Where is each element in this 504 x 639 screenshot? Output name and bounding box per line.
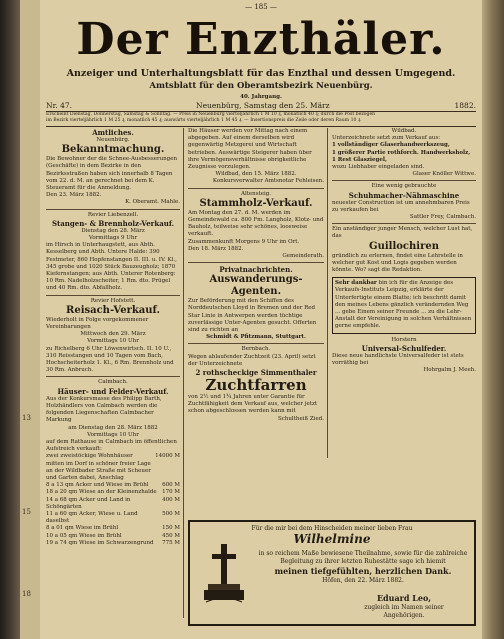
divider (332, 180, 476, 181)
notice-text: Unterzeichnete setzt zum Verkauf aus: (332, 135, 441, 142)
notice-time: Vormittags 10 Uhr (87, 431, 139, 438)
notice-date: Den 18. März 1882. (188, 245, 244, 252)
notice-text: wozu Liebhaber eingeladen sind. (332, 164, 425, 171)
notice-text: Eine wenig gebrauchte (371, 183, 437, 190)
notice-heading: Schuhmacher-Nähmaschine (348, 190, 460, 200)
notice-signature: Sattler Frey, Calmbach. (409, 214, 476, 221)
notice-heading: Stangen- & Brennholz-Verkauf. (51, 218, 175, 228)
column-3 (332, 128, 476, 508)
place-name: Calmbach. (98, 379, 128, 386)
left-strip-number: 18 (22, 590, 31, 598)
masthead-subtitle: Anzeiger und Unterhaltungsblatt für das Enzthal und dessen Umgegend. (66, 68, 456, 79)
notice-time: Vormittags 10 Uhr (87, 338, 139, 345)
notice-intro: Für die mir bei dem Hinscheiden meiner lieben Frau (251, 525, 413, 532)
masthead-title: Der Enzthäler. (76, 14, 446, 65)
notice-date: am Dienstag den 28. März 1882 (68, 424, 158, 431)
notice-text: von 2½ und 1¾ Jahren unter Garantie für Zuchtfähigkeit dem Verkauf aus, welcher jetzt schon abgeschlossen werden kann mit (188, 394, 318, 415)
property-item (46, 540, 180, 547)
amtsblatt-line: Amtsblatt für den Oberamtsbezirk Neuenbürg. (149, 81, 373, 91)
place-name: Revier Hofstett. (90, 297, 136, 304)
property-list (46, 453, 180, 547)
notice-signature: Hohrgalm J. Meeh. (423, 367, 476, 374)
column-1 (46, 128, 184, 618)
property-price: 450 M (162, 532, 180, 539)
property-description: 14 a 68 qm Acker und Land in Schöngärten (46, 496, 131, 510)
dateline (46, 101, 476, 112)
property-price: 400 M (162, 496, 180, 503)
notice-text: im Hirsch in Unterhaugstett, aus Abth. Kesselberg und Abth. Untere Halde: 390 Festmeter, 860 Hopfenstangen II. III. u. IV. Kl., 345 grobe und 1020 Stück Bauzeugholz; 1870 Kiefernstangen; aus Abth. Unterer Rotenberg: 10 Rm. Nadelholzscheiter, 1 Rm. dto. Prügel und 40 Rm. dto. Abfallholz. (46, 242, 177, 292)
notice-text: Wiederholt in Folge vorgekommener Vereinbarungen (46, 316, 149, 331)
divider (46, 209, 180, 210)
place-name: Revier Liebenzell. (87, 211, 139, 218)
notice-signature: K. Oberamt. Mahle. (125, 199, 180, 206)
signer-note: zugleich im Namen seiner Angehörigen. (364, 604, 444, 619)
page-edges (482, 0, 504, 639)
testimonial-box (332, 277, 476, 333)
notice-date: Den 23. März 1882. (46, 192, 102, 199)
notice-text: in so reichem Maße bewiesene Theilnahme, sowie für die zahlreiche Begleitung zu ihrer letzten Ruhestätte sage ich hiemit (258, 550, 468, 565)
property-description: 8 a 13 qm Acker und Wiese im Brühl (46, 482, 149, 489)
left-strip-number: 15 (22, 508, 31, 516)
notice-heading: Stammholz-Verkauf. (199, 197, 313, 209)
notice-text: zu Richelberg 6 Uhr Löwenwirtsch. II. 10 U., 310 Reisstangen und 10 Tagen vom Bach, Hochscheiterholz 1. Kl., 6 Rm. Brennholz und 30 Rm. Anbruch. (46, 345, 174, 374)
notice-heading: Bekanntmachung. (61, 144, 165, 156)
property-item (46, 482, 180, 489)
property-item (46, 453, 180, 482)
property-item (46, 511, 180, 525)
property-description: zwei zweistöckige Wohnhäuser mitten im Dorf in schöner freier Lage an der Wildbader Straße mit Scheuer und Garten dabei, Anschlag (46, 453, 151, 481)
notice-date: Wildbad, den 15. März 1882. (215, 171, 297, 178)
notice-text: Die Bewohner der die Schnee-Ausbesserungen (Geschäfte) in dem Bezirke in den Bezirksstraßen haben sich innerhalb 8 Tagen vom 22. d. M. an gerechnet bei dem K. Steueramt für die Anmeldung. (46, 156, 177, 192)
deceased-name: Wilhelmine (293, 532, 371, 546)
jahrgang: 40. Jahrgang. (240, 94, 282, 100)
divider (46, 295, 180, 296)
notice-text: Die Häuser werden vor Mittag nach einem abgegeben. Auf einem derselben wird gegenwärtig Metzgerei und Wirtschaft betrieben. Auswärtige Steigerer haben über ihre Vermögensverhältnisse obrigkeitliche Zeugnisse vorzulegen. (188, 128, 312, 171)
issue-date: Neuenbürg, Samstag den 25. März (196, 101, 330, 110)
signer-name: Eduard Leo, (376, 593, 432, 603)
divider (46, 376, 180, 377)
cross-icon (204, 540, 244, 610)
notice-heading: Reisach-Verkauf. (66, 304, 160, 316)
notice-text: Zur Beförderung mit den Schiffen des Norddeutschen Lloyd in Bremen und der Red Star Linie in Antwerpen werden tüchtige zuverlässige Unter-Agenten gesucht. Offerten sind zu richten an (188, 298, 317, 334)
property-description: 11 a 60 qm Acker, Wiese u. Land daselbst (46, 510, 138, 525)
place-name: Bernbach. (241, 346, 271, 353)
notice-heading: Auswanderungs-Agenten. (209, 274, 303, 298)
notice-date: Dienstag den 28. März (81, 227, 145, 234)
notice-text: Zusammenkunft Morgens 9 Uhr im Ort. (188, 238, 300, 245)
property-description: 10 a 05 qm Wiese im Brühl (46, 532, 122, 539)
place-name: Wildbad. (391, 128, 417, 134)
notice-text: Diese neue handlichste Universalfeder ist stets vorräthig bei (332, 352, 464, 367)
notice-signature: Gemeinderath. (282, 253, 324, 260)
firm-name: Schmidt & Pfitzmann, Stuttgart. (206, 334, 306, 341)
property-description: 18 a 20 qm Wiese an der Kleinenzhalde (46, 489, 157, 496)
notice-date: Mittwoch den 29. März (80, 331, 146, 338)
notice-signature: Glaser Knöller Wittwe. (412, 171, 476, 178)
property-price: 600 M (162, 482, 180, 489)
notice-text: neuester Construction ist um annehmbaren Preis zu verkaufen bei (332, 199, 470, 213)
notice-signature: Konkursverwalter Amtsnotar Fehleisen. (212, 178, 324, 185)
left-strip-number: 13 (22, 414, 31, 422)
place-name: Neuenbürg. (96, 137, 130, 143)
subscription-info (46, 112, 476, 127)
notice-text: Wegen ablaufender Zuchtzeit (23. April) setzt der Unterzeichnete (188, 353, 316, 367)
issue-year: 1882. (454, 101, 476, 110)
notice-time: Vormittags 9 Uhr (88, 235, 138, 242)
sale-item: 1 vollständiger Glaserhandwerkszeug, (332, 142, 450, 149)
notice-heading: Zuchtfarren (205, 376, 307, 395)
notice-text: Ein anständiger junger Mensch, welcher Lust hat, das (332, 226, 473, 240)
issue-number: Nr. 47. (46, 101, 73, 110)
notice-text: auf dem Rathause in Calmbach im öffentlichen Aufstreich verkauft: (46, 438, 177, 453)
column-2 (188, 128, 328, 458)
section-heading: Privatnachrichten. (219, 265, 293, 275)
thanks-line: meinen tiefgefühlten, herzlichen Dank. (274, 566, 452, 576)
notice-signature: Schultheiß Zied. (278, 415, 324, 422)
property-price: 775 M (162, 539, 180, 546)
box-text: bin ich für die Anzeige des Verkaufs-Instituts Leipzig, erklärte der Unterfertigte einem Blatte; ich beschritt damit den meines Lebens gänzlich verändernden Weg ... gebe Einem seiner Freunde ... zu die Lehr-Anstalt der Vereinigung in solchen Verhältnissen gerne empfehle. (335, 280, 472, 330)
property-item (46, 525, 180, 532)
notice-heading: Guillochiren (369, 240, 439, 252)
notice-heading: Häuser- und Felder-Verkauf. (57, 386, 169, 396)
property-price: 14000 M (155, 453, 180, 460)
notice-signature-block (344, 594, 464, 620)
page-number: — 185 — (245, 3, 277, 11)
place-name: Altensteig. (240, 190, 272, 197)
divider (188, 343, 324, 344)
divider (332, 223, 476, 224)
info-line: im Bezirk vierteljährlich 1 M 25 ₰, monatlich 45 ₰; auswärts vierteljährlich 1 M 45 ₰. — Insertionspreis die Zeile oder deren Raum 10 ₰. (46, 118, 362, 123)
divider (188, 262, 324, 263)
property-description: 8 a 01 qm Wiese im Brühl (46, 525, 119, 532)
property-item (46, 533, 180, 540)
property-item (46, 497, 180, 511)
left-page-strip (20, 0, 41, 639)
notice-text: Am Montag den 27. d. M. werden im Gemeindewald ca. 800 Fm. Langholz, Klotz- und Bauholz, teilweise sehr schönes, loosweise verkauft. (188, 209, 324, 238)
book-binding (0, 0, 20, 639)
notice-text: Aus der Konkursmasse des Philipp Barth, Holzhändlers von Calmbach werden die folgenden Liegenschaften Calmbacher Markung (46, 395, 162, 424)
newspaper-page (40, 0, 482, 639)
notice-text: gründlich zu erlernen, findet eine Lehrstelle in welcher gut Kost und Logis gegeben werden könnte. Wo? sagt die Redaktion. (332, 252, 463, 274)
property-price: 150 M (162, 525, 180, 532)
thank-you-notice (188, 520, 476, 626)
notice-body (256, 550, 470, 585)
notice-date: Höfen, den 22. März 1882. (322, 577, 404, 584)
divider (188, 188, 324, 189)
section-heading: Amtliches. (92, 128, 134, 137)
notice-subheading: 2 rothscheckige Simmenthaler (195, 368, 317, 378)
property-price: 170 M (162, 489, 180, 496)
property-description: 19 a 74 qm Wiese im Schwarzengrund (46, 539, 154, 546)
place-name: Horstern (391, 336, 417, 343)
property-item (46, 489, 180, 496)
info-line: Erscheint Dienstag, Donnerstag, Samstag & Sonntag. — Preis in Neuenbürg vierteljährlich 1 M 10 ₰, monatlich 40 ₰; durch die Post bezogen (46, 112, 376, 117)
property-price: 500 M (162, 510, 180, 517)
box-title: Sehr dankbar (335, 280, 377, 287)
sale-item: 1 Rest Glasziegel, (332, 156, 387, 163)
sale-item: 1 größerer Partie rothforch. Handwerksholz, (332, 149, 471, 156)
notice-heading: Universal-Schulfeder. (361, 343, 447, 353)
